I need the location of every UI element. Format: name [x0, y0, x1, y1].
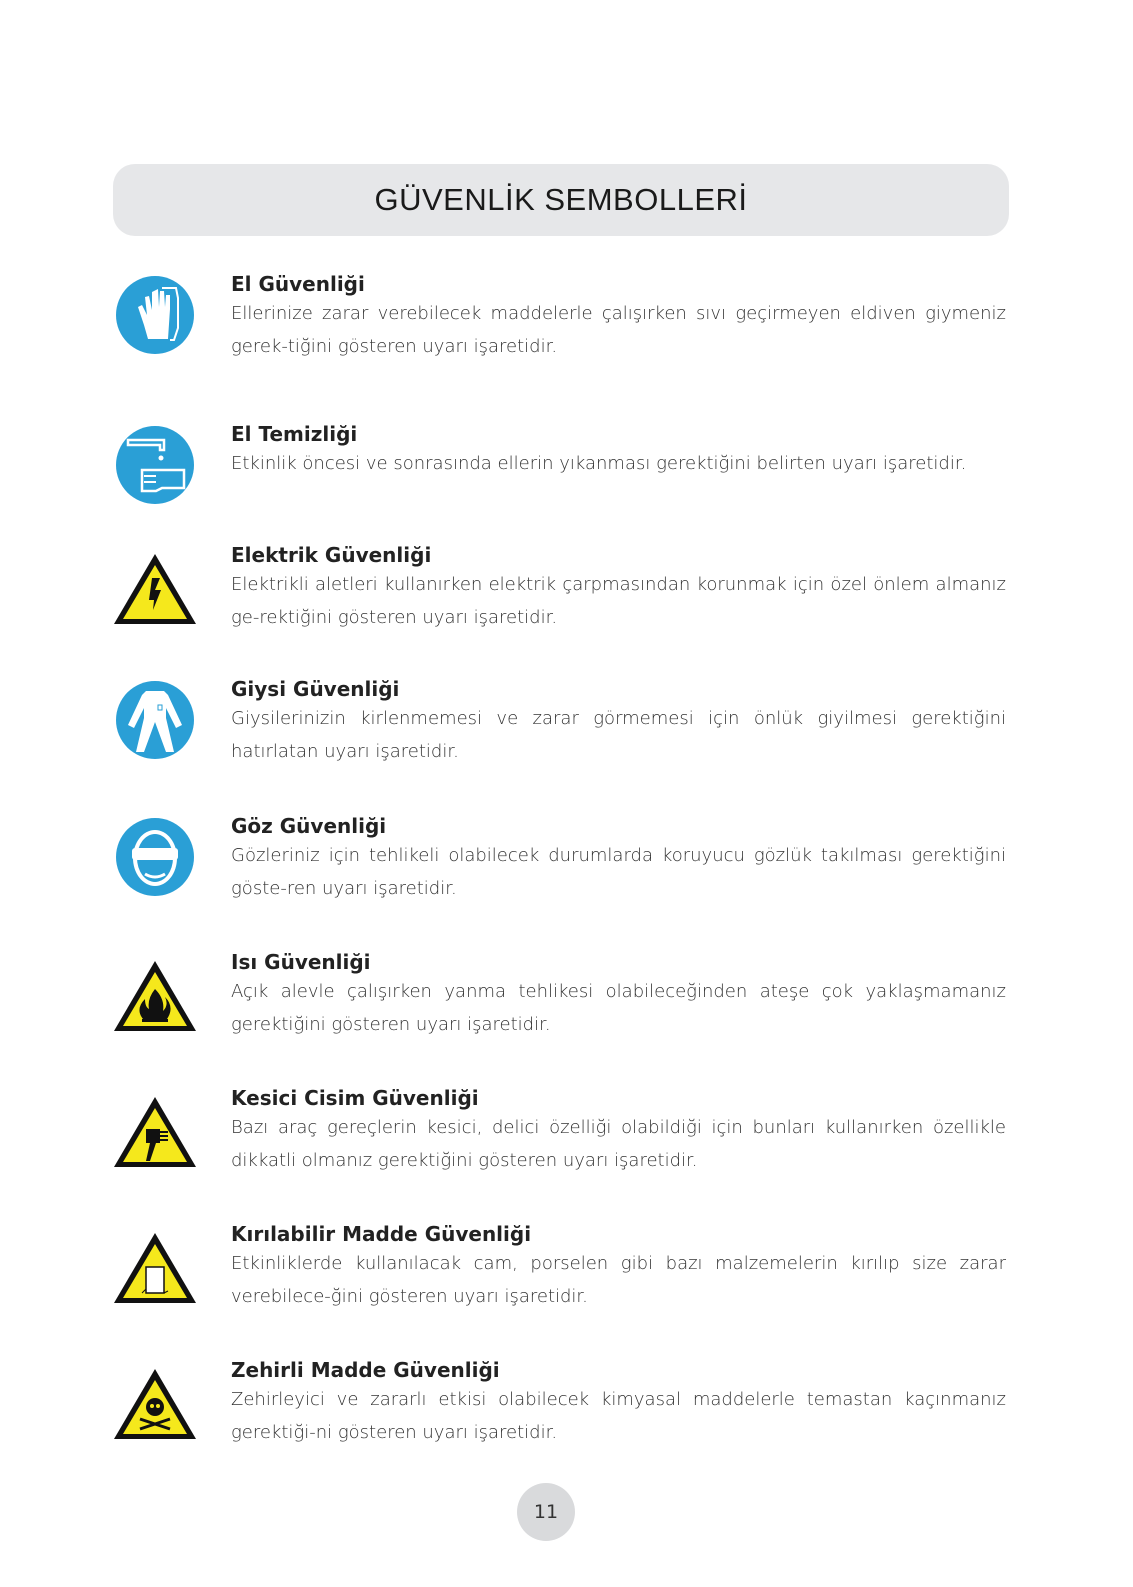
item-description: Giysilerinizin kirlenmemesi ve zarar görmemesi için önlük giyilmesi gerektiğini hatırlatan uyarı işaretidir. — [231, 708, 1006, 762]
electric-hazard-icon — [112, 548, 198, 634]
item-description: Etkinliklerde kullanılacak cam, porselen gibi bazı malzemelerin kırılıp size zarar verebilece-ğini gösteren uyarı işaretidir. — [231, 1253, 1006, 1307]
item-title: Kesici Cisim Güvenliği — [231, 1086, 479, 1110]
item-description: Elektrikli aletleri kullanırken elektrik çarpmasından korunmak için özel önlem almanız ge-rektiğini gösteren uyarı işaretidir. — [231, 574, 1006, 628]
page-title: GÜVENLİK SEMBOLLERİ — [374, 182, 748, 217]
goggles-icon — [112, 814, 198, 900]
item-description: Bazı araç gereçlerin kesici, delici özelliği olabildiği için bunları kullanırken özellikle dikkatli olmanız gerektiğini gösteren uyarı işaretidir. — [231, 1117, 1006, 1171]
page-header — [113, 164, 1009, 236]
item-title: Isı Güvenliği — [231, 950, 371, 974]
item-title: El Temizliği — [231, 422, 358, 446]
item-title: El Güvenliği — [231, 272, 365, 296]
item-description: Ellerinize zarar verebilecek maddelerle çalışırken sıvı geçirmeyen eldiven giymeniz gerek-tiğini gösteren uyarı işaretidir. — [231, 303, 1006, 357]
gloves-icon — [112, 272, 198, 358]
item-description: Zehirleyici ve zararlı etkisi olabilecek kimyasal maddelerle temastan kaçınmanız gerektiği-ni gösteren uyarı işaretidir. — [231, 1389, 1006, 1443]
item-title: Göz Güvenliği — [231, 814, 387, 838]
page-number: 11 — [533, 1501, 559, 1523]
item-description: Açık alevle çalışırken yanma tehlikesi olabileceğinden ateşe çok yaklaşmamanız gerektiğini gösteren uyarı işaretidir. — [231, 981, 1006, 1035]
item-title: Giysi Güvenliği — [231, 677, 400, 701]
item-title: Elektrik Güvenliği — [231, 543, 432, 567]
hand-washing-icon — [112, 422, 198, 508]
protective-clothing-icon — [112, 677, 198, 763]
page-number-badge — [517, 1483, 575, 1541]
fragile-hazard-icon — [112, 1227, 198, 1313]
sharp-object-hazard-icon — [112, 1091, 198, 1177]
flame-hazard-icon — [112, 955, 198, 1041]
item-description: Gözleriniz için tehlikeli olabilecek durumlarda koruyucu gözlük takılması gerektiğini göste-ren uyarı işaretidir. — [231, 845, 1006, 899]
item-title: Zehirli Madde Güvenliği — [231, 1358, 500, 1382]
toxic-hazard-icon — [112, 1363, 198, 1449]
item-description: Etkinlik öncesi ve sonrasında ellerin yıkanması gerektiğini belirten uyarı işaretidir. — [231, 453, 967, 474]
item-title: Kırılabilir Madde Güvenliği — [231, 1222, 532, 1246]
